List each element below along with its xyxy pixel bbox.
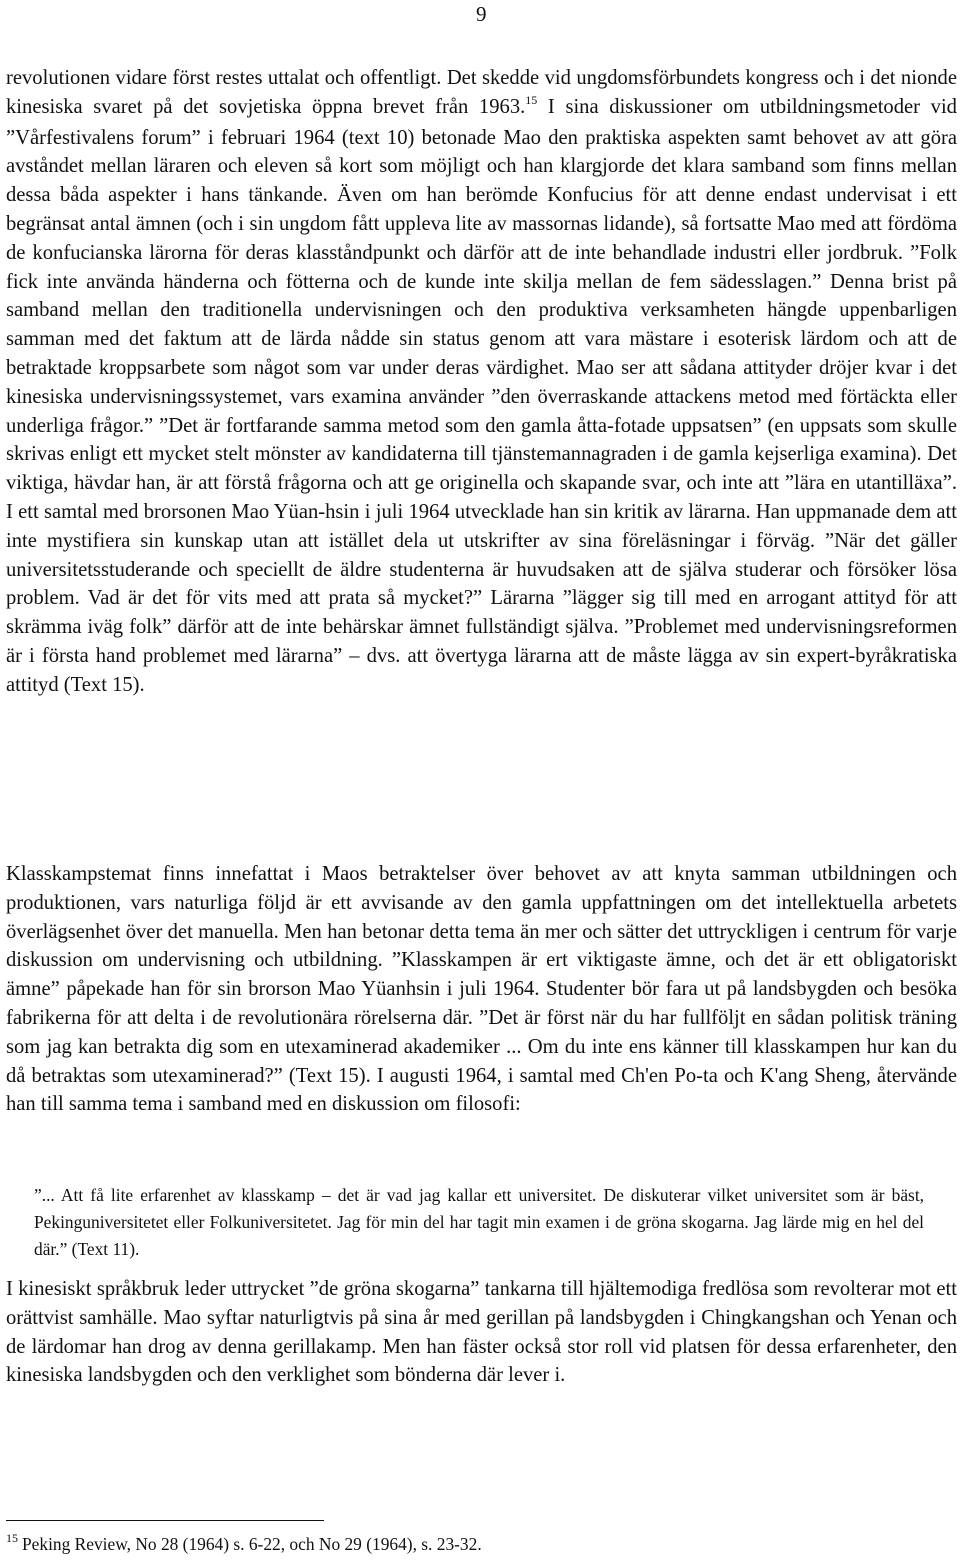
- body-paragraph-3: [6, 1275, 957, 1390]
- page-number: 9: [476, 2, 487, 26]
- body-paragraph-2: [6, 860, 957, 1119]
- footnote-reference[interactable]: 15: [525, 92, 538, 107]
- body-paragraph-1: [6, 64, 957, 700]
- block-quote-text: ”... Att få lite erfarenhet av klasskamp – det är vad jag kallar ett universitet. De diskuterar vilket universitet som är bäst, Pekinguniversitetet eller Folkuniversitetet. Jag för min del har tagit min examen i de gröna skogarna. Jag lärde mig en hel del där.” (Text 11).: [34, 1185, 924, 1259]
- paragraph-1-lead: revolutionen vidare först restes uttalat och offentligt. Det skedde vid ungdomsförbundets kongress och i det nionde kinesiska svaret på det sovjetiska öppna brevet från 1963.: [6, 67, 957, 118]
- footnote-text: Peking Review, No 28 (1964) s. 6-22, och No 29 (1964), s. 23-32.: [22, 1534, 482, 1554]
- paragraph-3-text: I kinesiskt språkbruk leder uttrycket ”de gröna skogarna” tankarna till hjältemodiga fredlösa som revolterar mot ett orättvist samhälle. Mao syftar naturligtvis på sina år med gerillan på landsbygden i Chingkangshan och Yenan och de lärdomar han drog av denna gerillakamp. Men han fäster också stor roll vid platsen för dessa erfarenheter, den kinesiska landsbygden och den verklighet som bönderna där lever i.: [6, 1278, 957, 1387]
- paragraph-1-rest: I sina diskussioner om utbildningsmetoder vid ”Vårfestivalens forum” i februari 1964 (text 10) betonade Mao den praktiska aspekten samt behovet av att göra avståndet mellan läraren och eleven så kort som möjligt och han klargjorde det klara samband som finns mellan dessa båda aspekter i hans tänkande. Även om han berömde Konfucius för att denne endast undervisat i ett begränsat antal ämnen (och i sin ungdom fått uppleva lite av massornas lidande), så fortsatte Mao med att fördöma de konfucianska lärorna för deras klasståndpunkt och därför att de inte behandlade industri eller jordbruk. ”Folk fick inte använda händerna och fötterna och de kunde inte skilja mellan de fem sädesslagen.” Denna brist på samband mellan den traditionella undervisningen och den produktiva verksamheten hängde uppenbarligen samman med det faktum att de lärda nådde sin status genom att vara mästare i esoterisk lärdom och att de betraktade kroppsarbete som något som var under deras värdighet. Mao ser att sådana attityder dröjer kvar i det kinesiska undervisningssystemet, vars examina använder ”den överraskande attackens metod med förtäckta eller underliga frågor.” ”Det är fortfarande samma metod som den gamla åtta-fotade uppsatsen” (en uppsats som skulle skrivas enligt ett mycket stelt mönster av kandidaterna till tjänstemannagraden i de gamla kejserliga examina). Det viktiga, hävdar han, är att förstå frågorna och att ge originella och skapande svar, och inte att ”lära en utantilläxa”. I ett samtal med brorsonen Mao Yüan-hsin i juli 1964 utvecklade han sin kritik av lärarna. Han uppmanade dem att inte mystifiera sin kunskap utan att istället dela ut utskrifter av sina föreläsningar i förväg. ”När det gäller universitetsstuderande och speciellt de äldre studenterna är huvudsaken att de själva studerar och försöker lösa problem. Vad är det för vits med att prata så mycket?” Lärarna ”lägger sig till med en arrogant attityd för att skrämma iväg folk” därför att de inte behärskar ämnet fullständigt själva. ”Problemet med undervisningsreformen är i första hand problemet med lärarna” – dvs. att övertyga lärarna att de måste lägga av sin expert-byråkratiska attityd (Text 15).: [6, 95, 957, 696]
- block-quote: [34, 1182, 924, 1263]
- footnote: [6, 1531, 906, 1559]
- paragraph-2-text: Klasskampstemat finns innefattat i Maos betraktelser över behovet av att knyta samman utbildningen och produktionen, vars naturliga följd är ett avvisande av den gamla uppfattningen om det intellektuella arbetets överlägsenhet över det manuella. Men han betonar detta tema än mer och sätter det uttryckligen i centrum för varje diskussion om undervisning och utbildning. ”Klasskampen är ert viktigaste ämne, och det är ett obligatoriskt ämne” påpekade han för sin brorson Mao Yüanhsin i juli 1964. Studenter bör fara ut på landsbygden och besöka fabrikerna för att delta i de revolutionära rörelserna där. ”Det är först när du har fullföljt en sådan politisk träning som jag kan betrakta dig som en utexaminerad akademiker ... Om du inte ens känner till klasskampen hur kan du då betraktas som utexaminerad?” (Text 15). I augusti 1964, i samtal med Ch'en Po-ta och K'ang Sheng, återvände han till samma tema i samband med en diskussion om filosofi:: [6, 863, 957, 1116]
- footnote-separator: [6, 1520, 324, 1521]
- footnote-number: 15: [6, 1531, 18, 1545]
